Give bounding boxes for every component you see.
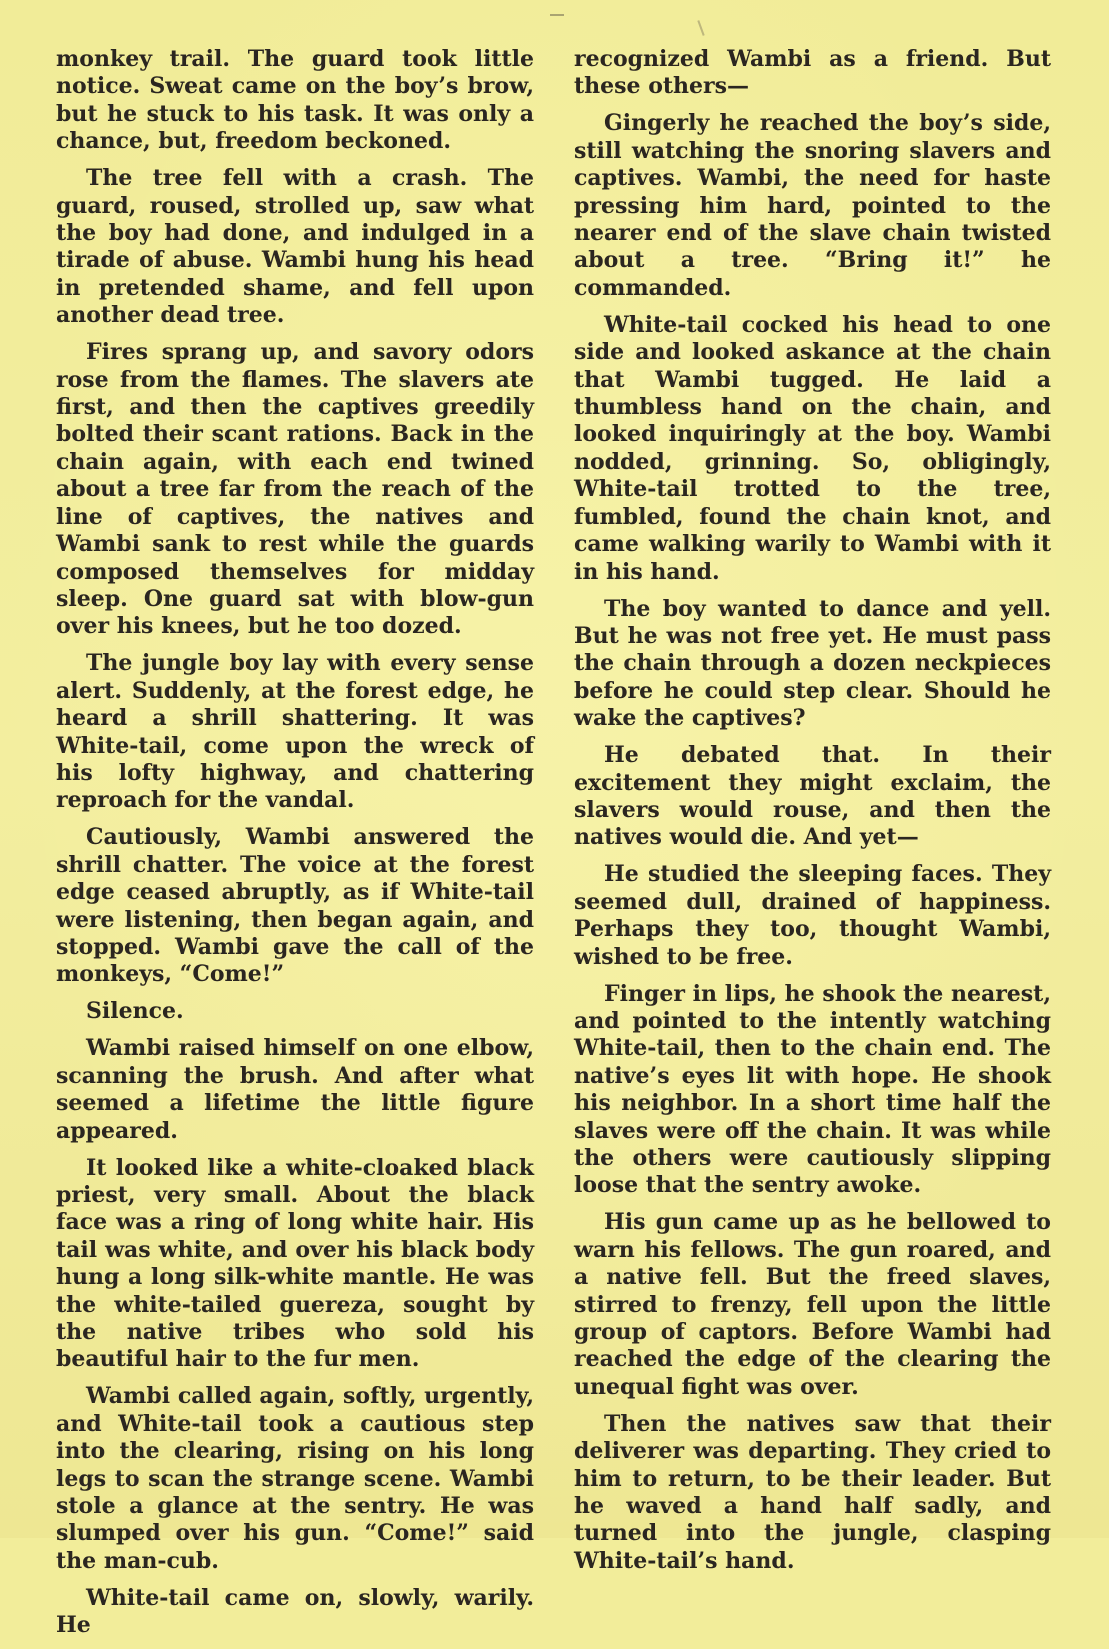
paragraph: Gingerly he reached the boy’s side, still watching the snoring slavers and captives. Wambi, the need for haste pressing him hard, pointed to the nearer end of the slave chain twisted about a tree. “Bring it!” he commanded. xyxy=(574,110,1051,301)
right-column xyxy=(574,46,1051,1585)
paragraph: The boy wanted to dance and yell. But he was not free yet. He must pass the chain through a dozen neckpieces before he could step clear. Should he wake the captives? xyxy=(574,595,1051,732)
paragraph: recognized Wambi as a friend. But these others— xyxy=(574,46,1051,100)
paragraph: The tree fell with a crash. The guard, roused, strolled up, saw what the boy had done, and indulged in a tirade of abuse. Wambi hung his head in pretended shame, and fell upon another dead tree. xyxy=(56,165,534,329)
paragraph: Silence. xyxy=(86,998,184,1025)
paragraph: Cautiously, Wambi answered the shrill chatter. The voice at the forest edge ceased abruptly, as if White-tail were listening, then began again, and stopped. Wambi gave the call of the monkeys, “Come!” xyxy=(56,824,534,988)
paragraph: The jungle boy lay with every sense alert. Suddenly, at the forest edge, he heard a shrill shattering. It was White-tail, come upon the wreck of his lofty highway, and chattering reproach for the vandal. xyxy=(56,650,534,814)
paragraph: Then the natives saw that their deliverer was departing. They cried to him to return, to be their leader. But he waved a hand half sadly, and turned into the jungle, clasping White-tail’s hand. xyxy=(574,1410,1051,1574)
paragraph: monkey trail. The guard took little notice. Sweat came on the boy’s brow, but he stuck to his task. It was only a chance, but, freedom beckoned. xyxy=(56,46,534,155)
paragraph: He debated that. In their excitement they might exclaim, the slavers would rouse, and then the natives would die. And yet— xyxy=(574,742,1051,851)
paragraph: His gun came up as he bellowed to warn his fellows. The gun roared, and a native fell. But the freed slaves, stirred to frenzy, fell upon the little group of captors. Before Wambi had reached the edge of the clearing the unequal fight was over. xyxy=(574,1209,1051,1400)
print-mark xyxy=(550,14,564,16)
paragraph: Finger in lips, he shook the nearest, and pointed to the intently watching White-tail, then to the chain end. The native’s eyes lit with hope. He shook his neighbor. In a short time half the slaves were off the chain. It was while the others were cautiously slipping loose that the sentry awoke. xyxy=(574,980,1051,1199)
paragraph: White-tail came on, slowly, warily. He xyxy=(56,1584,534,1639)
paragraph: Fires sprang up, and savory odors rose from the flames. The slavers ate first, and then the captives greedily bolted their scant rations. Back in the chain again, with each end twined about a tree far from the reach of the line of captives, the natives and Wambi sank to rest while the guards composed themselves for midday sleep. One guard sat with blow-gun over his knees, but he too dozed. xyxy=(56,339,534,640)
print-mark xyxy=(697,20,704,36)
paragraph: He studied the sleeping faces. They seemed dull, drained of happiness. Perhaps they too, thought Wambi, wished to be free. xyxy=(574,861,1051,970)
paragraph: Wambi raised himself on one elbow, scanning the brush. And after what seemed a lifetime the little figure appeared. xyxy=(56,1035,534,1144)
paragraph: Wambi called again, softly, urgently, and White-tail took a cautious step into the clearing, rising on his long legs to scan the strange scene. Wambi stole a glance at the sentry. He was slumped over his gun. “Come!” said the man-cub. xyxy=(56,1383,534,1574)
paragraph: It looked like a white-cloaked black priest, very small. About the black face was a ring of long white hair. His tail was white, and over his black body hung a long silk-white mantle. He was the white-tailed guereza, sought by the native tribes who sold his beautiful hair to the fur men. xyxy=(56,1154,534,1373)
paragraph: White-tail cocked his head to one side and looked askance at the chain that Wambi tugged. He laid a thumbless hand on the chain, and looked inquiringly at the boy. Wambi nodded, grinning. So, obligingly, White-tail trotted to the tree, fumbled, found the chain knot, and came walking warily to Wambi with it in his hand. xyxy=(574,311,1051,585)
left-column xyxy=(56,46,534,1649)
